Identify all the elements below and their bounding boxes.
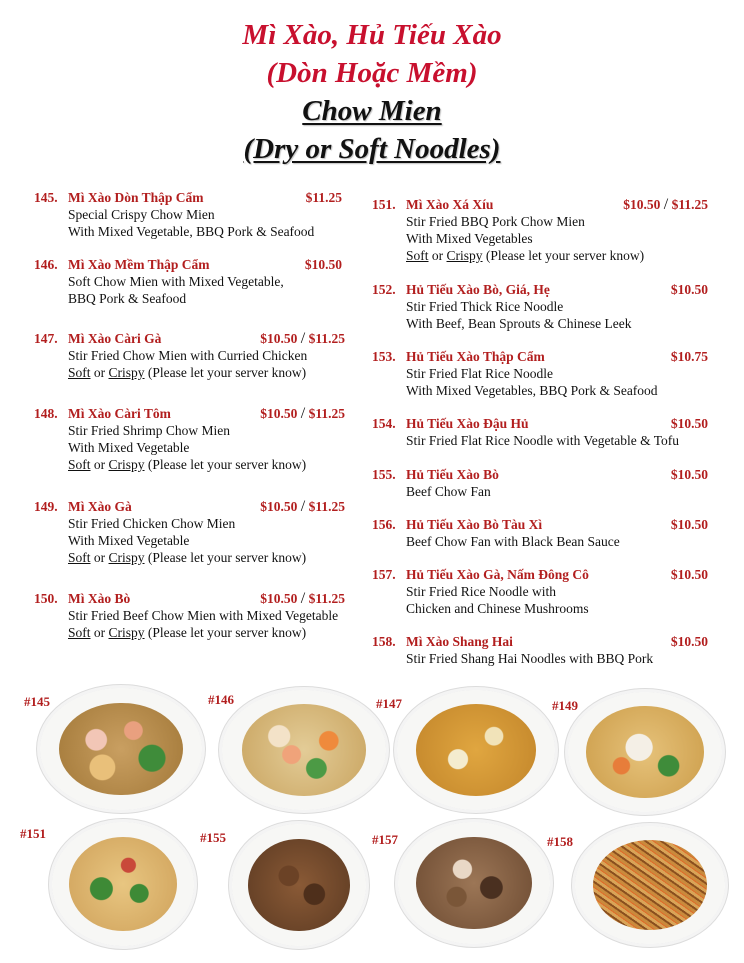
item-number: 158. — [372, 634, 396, 649]
item-name: Mì Xào Mềm Thập Cẩm — [68, 257, 210, 272]
item-price: $10.50 / $11.25 — [623, 196, 708, 213]
menu-item-155 — [372, 466, 708, 500]
menu-item-147 — [34, 330, 345, 381]
item-title — [34, 498, 345, 515]
dish-photo-149 — [568, 692, 722, 812]
item-number: 145. — [34, 190, 58, 205]
item-description: Stir Fried Shrimp Chow Mien — [68, 423, 231, 438]
item-name: Mì Xào Dòn Thập Cẩm — [68, 190, 204, 205]
item-name: Hủ Tiếu Xào Thập Cẩm — [406, 349, 545, 364]
item-price: $10.50 — [670, 416, 708, 431]
menu-item-145 — [34, 189, 345, 240]
item-number: 147. — [34, 331, 58, 346]
photo-label-149: #149 — [552, 698, 578, 713]
item-description: Stir Fried Beef Chow Mien with Mixed Vegetable — [68, 608, 339, 623]
item-name: Mì Xào Gà — [68, 499, 132, 514]
item-price: $10.50 — [670, 634, 708, 649]
item-price: $10.50 / $11.25 — [260, 590, 345, 607]
item-number: 156. — [372, 517, 396, 532]
menu-item-151 — [372, 196, 708, 264]
item-title — [372, 466, 708, 483]
item-title — [372, 196, 708, 213]
item-price: $10.50 — [670, 467, 708, 482]
item-description: Beef Chow Fan with Black Bean Sauce — [406, 534, 620, 549]
item-name: Hủ Tiếu Xào Đậu Hủ — [406, 416, 529, 431]
item-number: 157. — [372, 567, 396, 582]
item-number: 151. — [372, 197, 396, 212]
dish-photo-158 — [575, 826, 725, 944]
photo-label-145: #145 — [24, 694, 50, 709]
item-name: Mì Xào Bò — [68, 591, 131, 606]
photo-label-155: #155 — [200, 830, 226, 845]
item-number: 148. — [34, 406, 58, 421]
item-price: $10.50 / $11.25 — [260, 330, 345, 347]
item-price: $10.50 — [304, 257, 342, 272]
item-name: Mì Xào Càri Tôm — [68, 406, 171, 421]
item-price: $10.75 — [670, 349, 708, 364]
item-number: 155. — [372, 467, 396, 482]
item-title — [372, 415, 708, 432]
item-title — [34, 189, 345, 206]
item-number: 150. — [34, 591, 58, 606]
item-name: Hủ Tiếu Xào Gà, Nấm Đông Cô — [406, 567, 589, 582]
item-description: With Mixed Vegetable — [68, 440, 190, 455]
subtitle-english: (Dry or Soft Noodles) — [243, 133, 501, 165]
item-description: With Mixed Vegetables, BBQ Pork & Seafood — [406, 383, 658, 398]
item-price: $10.50 — [670, 517, 708, 532]
dish-photo-145 — [40, 688, 202, 810]
soft-or-crispy-note: Soft or Crispy (Please let your server know) — [68, 365, 307, 380]
item-title — [34, 256, 345, 273]
item-price: $11.25 — [305, 190, 342, 205]
item-title — [372, 516, 708, 533]
item-description: With Beef, Bean Sprouts & Chinese Leek — [406, 316, 632, 331]
item-description: BBQ Pork & Seafood — [68, 291, 187, 306]
title-vietnamese: Mì Xào, Hủ Tiếu Xào — [242, 19, 502, 51]
item-title — [34, 405, 345, 422]
item-title — [372, 348, 708, 365]
item-description: With Mixed Vegetable, BBQ Pork & Seafood — [68, 224, 315, 239]
item-name: Hủ Tiếu Xào Bò, Giá, Hẹ — [406, 282, 550, 297]
menu-item-148 — [34, 405, 345, 473]
photo-label-146: #146 — [208, 692, 234, 707]
soft-or-crispy-note: Soft or Crispy (Please let your server know) — [406, 248, 645, 263]
item-name: Mì Xào Xá Xíu — [406, 197, 494, 212]
item-description: Stir Fried Thick Rice Noodle — [406, 299, 564, 314]
item-name: Hủ Tiếu Xào Bò Tàu Xì — [406, 517, 543, 532]
item-description: Stir Fried Flat Rice Noodle with Vegetable & Tofu — [406, 433, 680, 448]
dish-photo-155 — [232, 824, 366, 946]
menu-item-154 — [372, 415, 708, 449]
menu-item-152 — [372, 281, 708, 332]
menu-item-157 — [372, 566, 708, 617]
item-description: Stir Fried Chicken Chow Mien — [68, 516, 236, 531]
item-description: Stir Fried Chow Mien with Curried Chicken — [68, 348, 308, 363]
photo-label-151: #151 — [20, 826, 46, 841]
item-number: 153. — [372, 349, 396, 364]
item-number: 149. — [34, 499, 58, 514]
item-price: $10.50 / $11.25 — [260, 405, 345, 422]
item-title — [34, 590, 345, 607]
item-description: Stir Fried BBQ Pork Chow Mien — [406, 214, 585, 229]
item-description: Stir Fried Rice Noodle with — [406, 584, 556, 599]
item-price: $10.50 / $11.25 — [260, 498, 345, 515]
item-description: With Mixed Vegetable — [68, 533, 190, 548]
menu-item-146 — [34, 256, 345, 307]
item-name: Mì Xào Shang Hai — [406, 634, 513, 649]
soft-or-crispy-note: Soft or Crispy (Please let your server know) — [68, 457, 307, 472]
soft-or-crispy-note: Soft or Crispy (Please let your server know) — [68, 625, 307, 640]
dish-photo-151 — [52, 822, 194, 946]
menu-item-149 — [34, 498, 345, 566]
item-description: With Mixed Vegetables — [406, 231, 533, 246]
item-name: Mì Xào Càri Gà — [68, 331, 162, 346]
menu-item-156 — [372, 516, 708, 550]
menu-item-158 — [372, 633, 708, 667]
photo-label-147: #147 — [376, 696, 402, 711]
item-number: 152. — [372, 282, 396, 297]
item-price: $10.50 — [670, 282, 708, 297]
item-title — [372, 566, 708, 583]
item-description: Chicken and Chinese Mushrooms — [406, 601, 589, 616]
item-description: Beef Chow Fan — [406, 484, 491, 499]
menu-header — [0, 16, 744, 168]
photo-label-158: #158 — [547, 834, 573, 849]
item-number: 154. — [372, 416, 396, 431]
item-title — [34, 330, 345, 347]
dish-photo-147 — [397, 690, 555, 810]
photo-label-157: #157 — [372, 832, 398, 847]
subtitle-vietnamese: (Dòn Hoặc Mềm) — [266, 57, 478, 89]
item-name: Hủ Tiếu Xào Bò — [406, 467, 499, 482]
soft-or-crispy-note: Soft or Crispy (Please let your server know) — [68, 550, 307, 565]
dish-photo-157 — [398, 822, 550, 944]
item-description: Stir Fried Shang Hai Noodles with BBQ Pork — [406, 651, 654, 666]
item-title — [372, 281, 708, 298]
item-description: Soft Chow Mien with Mixed Vegetable, — [68, 274, 284, 289]
dish-photo-146 — [222, 690, 386, 810]
item-description: Special Crispy Chow Mien — [68, 207, 215, 222]
title-english: Chow Mien — [302, 95, 442, 127]
menu-item-150 — [34, 590, 345, 641]
item-number: 146. — [34, 257, 58, 272]
item-description: Stir Fried Flat Rice Noodle — [406, 366, 553, 381]
menu-item-153 — [372, 348, 708, 399]
item-price: $10.50 — [670, 567, 708, 582]
item-title — [372, 633, 708, 650]
